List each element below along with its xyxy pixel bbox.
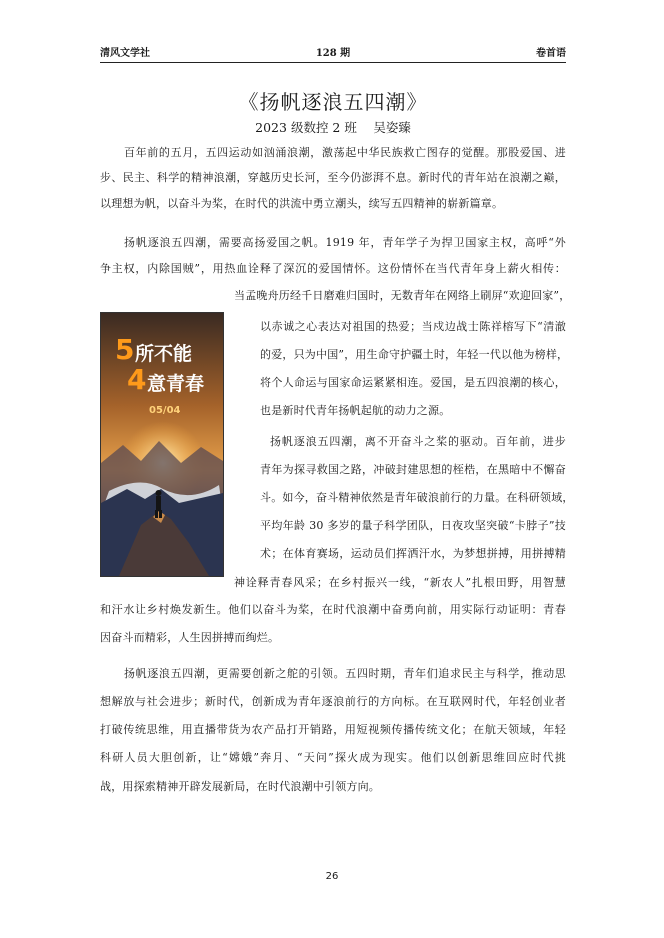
header-left: 清风文学社 [100,48,150,59]
text-line: 将个人命运与国家命运紧紧相连。爱国，是五四浪潮的核心， [260,376,566,389]
text-line: 步、民主、科学的精神浪潮，穿越历史长河，至今仍澎湃不息。新时代的青年站在浪潮之巅， [100,171,566,184]
text-line: 扬帆逐浪五四潮，需要高扬爱国之帆。1919 年，青年学子为捍卫国家主权，高呼“外 [124,236,566,249]
article-title: 《扬帆逐浪五四潮》 [238,90,428,114]
text-line: 术；在体育赛场，运动员们挥洒汗水，为梦想拼搏，用拼搏精 [260,547,566,560]
poster-headline-number-2: 4 [127,363,147,396]
text-line: 和汗水让乡村焕发新生。他们以奋斗为桨，在时代浪潮中奋勇向前，用实际行动证明：青春 [100,603,566,616]
text-line: 的爱，只为中国”，用生命守护疆土时，年轻一代以他为榜样， [260,348,569,361]
poster-headline-line-1: 所不能 [135,343,193,365]
text-line: 扬帆逐浪五四潮，更需要创新之舵的引领。五四时期，青年们追求民主与科学，推动思 [124,667,566,680]
text-line: 当孟晚舟历经千日磨难归国时，无数青年在网络上刷屏“欢迎回家”， [234,289,571,302]
running-header [100,44,566,60]
article-byline: 2023 级数控 2 班 吴姿臻 [255,120,411,135]
header-rule [100,62,566,63]
text-line: 神诠释青春风采；在乡村振兴一线，“新农人”扎根田野，用智慧 [234,576,566,589]
text-line: 想解放与社会进步；新时代，创新成为青年逐浪前行的方向标。在互联网时代，年轻创业者 [100,695,566,708]
text-line: 以理想为帆，以奋斗为桨，在时代的洪流中勇立潮头，续写五四精神的崭新篇章。 [100,197,504,210]
text-line: 打破传统思维，用直播带货为农产品打开销路，用短视频传播传统文化；在航天领域，年轻 [100,723,566,736]
text-line: 争主权，内除国贼”，用热血诠释了深沉的爱国情怀。这份情怀在当代青年身上薪火相传： [100,262,566,275]
header-right: 卷首语 [536,48,566,59]
poster-headline-number-1: 5 [115,333,135,366]
poster-date: 05/04 [149,405,181,416]
header-center: 128 期 [315,48,351,59]
text-line: 以赤诚之心表达对祖国的热爱；当戍边战士陈祥榕写下“清澈 [260,320,566,333]
may-fourth-poster-image [100,312,224,577]
text-line: 青年为探寻救国之路，冲破封建思想的桎梏，在黑暗中不懈奋 [260,463,566,476]
text-line: 战，用探索精神开辟发展新局，在时代浪潮中引领方向。 [100,780,380,793]
poster-headline-line-2: 意青春 [147,373,205,395]
text-line: 平均年龄 30 多岁的量子科学团队，日夜攻坚突破“卡脖子”技 [260,519,566,532]
text-line: 斗。如今，奋斗精神依然是青年破浪前行的力量。在科研领域， [260,491,574,504]
text-line: 扬帆逐浪五四潮，离不开奋斗之桨的驱动。百年前，进步 [270,435,566,448]
page-number: 26 [325,871,339,882]
text-line: 因奋斗而精彩，人生因拼搏而绚烂。 [100,631,280,644]
text-line: 也是新时代青年扬帆起航的动力之源。 [260,404,451,417]
text-line: 百年前的五月，五四运动如汹涌浪潮，激荡起中华民族救亡图存的觉醒。那股爱国、进 [124,146,566,159]
text-line: 科研人员大胆创新，让“嫦娥”奔月、“天问”探火成为现实。他们以创新思维回应时代挑 [100,751,566,764]
